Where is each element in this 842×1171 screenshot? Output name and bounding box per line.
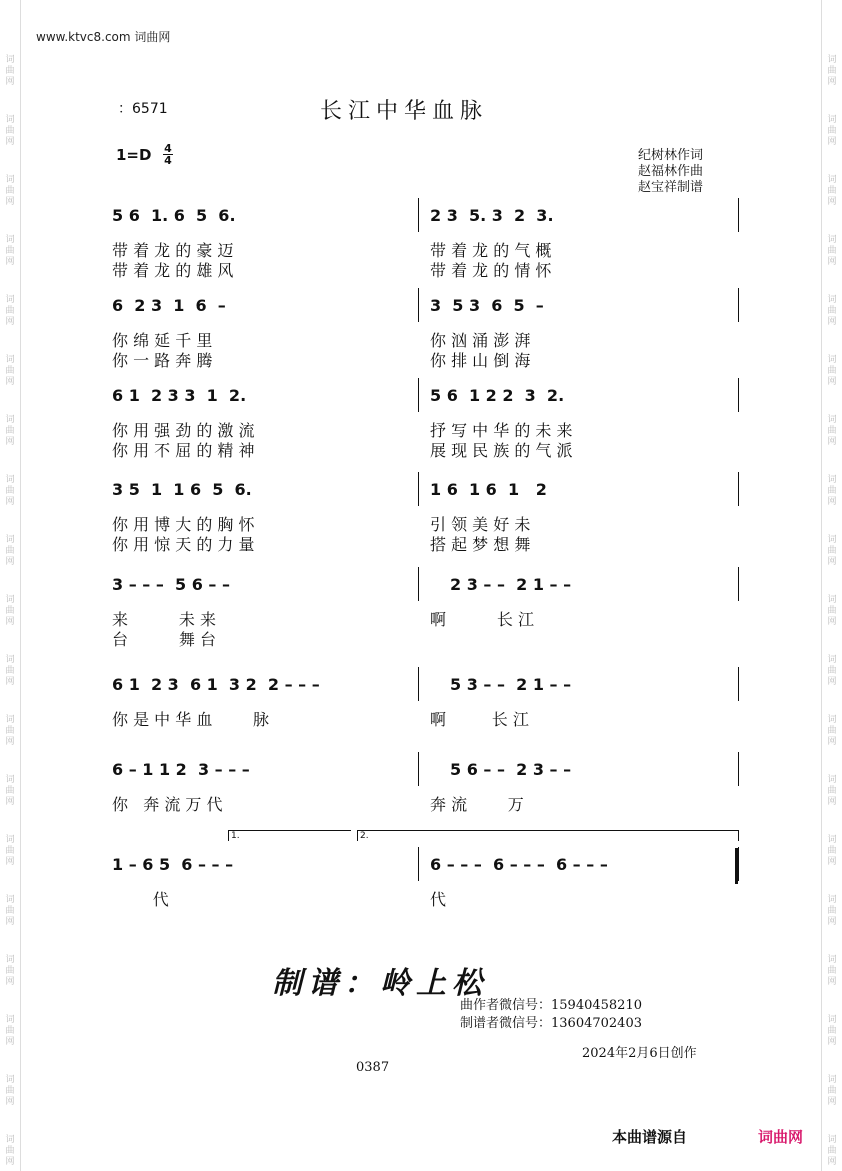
row-notes-a: 6 2 3 1 6 –: [112, 296, 226, 315]
arranger-wechat: 制谱者微信号：13604702403: [460, 1016, 642, 1031]
row-notes-b: 1 6 1 6 1 2: [430, 480, 547, 499]
side-watermark: 词曲网: [5, 415, 15, 447]
row-lyric1-a: 你 奔 流 万 代: [112, 795, 223, 814]
bar-line: [418, 667, 419, 701]
side-watermark: 词曲网: [827, 55, 837, 87]
row-notes-b: 2 3 – – 2 1 – –: [450, 575, 572, 594]
side-watermark: 词曲网: [827, 115, 837, 147]
first-ending-label: 1.: [231, 831, 240, 841]
row-notes-a: 1 – 6 5 6 – – –: [112, 855, 234, 874]
side-watermark: 词曲网: [827, 355, 837, 387]
bar-line: [418, 288, 419, 322]
side-watermark: 词曲网: [827, 835, 837, 867]
side-watermark: 词曲网: [827, 535, 837, 567]
row-lyric1-b: 你 汹 涌 澎 湃: [430, 331, 531, 350]
bar-line: [418, 847, 419, 881]
side-watermark: 词曲网: [5, 475, 15, 507]
side-watermark: 词曲网: [5, 535, 15, 567]
bar-line: [738, 752, 739, 786]
side-watermark: 词曲网: [5, 835, 15, 867]
row-lyric1-b: 代: [430, 890, 447, 909]
side-watermark: 词曲网: [5, 295, 15, 327]
row-notes-b: 3 5 3 6 5 –: [430, 296, 544, 315]
side-watermark: 词曲网: [827, 1135, 837, 1167]
row-notes-b: 5 3 – – 2 1 – –: [450, 675, 572, 694]
row-lyric1-a: 你 是 中 华 血 脉: [112, 710, 270, 729]
row-lyric1-a: 代: [112, 890, 169, 909]
side-watermark: 词曲网: [827, 175, 837, 207]
row-notes-a: 6 – 1 1 2 3 – – –: [112, 760, 250, 779]
row-lyric2-a: 带 着 龙 的 雄 风: [112, 261, 234, 280]
time-signature-top: 4: [164, 142, 172, 155]
side-watermark: 词曲网: [5, 775, 15, 807]
site-header[interactable]: www.ktvc8.com 词曲网: [36, 30, 171, 44]
bar-line: [418, 752, 419, 786]
row-notes-a: 6 1 2 3 6 1 3 2 2 – – –: [112, 675, 320, 694]
row-notes-b: 6 – – – 6 – – – 6 – – –: [430, 855, 608, 874]
song-title: 长江中华血脉: [320, 99, 489, 124]
catalog-number: ：6571: [118, 101, 168, 117]
row-notes-a: 5 6 1. 6 5 6.: [112, 206, 236, 225]
side-watermark: 词曲网: [827, 655, 837, 687]
row-lyric1-b: 抒 写 中 华 的 未 来: [430, 421, 573, 440]
side-watermark: 词曲网: [5, 895, 15, 927]
composer-credit: 赵福林作曲: [638, 164, 704, 179]
final-barline: [735, 848, 738, 884]
second-ending-label: 2.: [360, 831, 369, 841]
row-notes-b: 2 3 5. 3 2 3.: [430, 206, 554, 225]
row-lyric1-a: 你 用 博 大 的 胸 怀: [112, 515, 255, 534]
bar-line: [738, 847, 739, 881]
row-notes-b: 5 6 1 2 2 3 2.: [430, 386, 565, 405]
side-watermark: 词曲网: [5, 175, 15, 207]
side-watermark: 词曲网: [827, 1015, 837, 1047]
row-lyric1-a: 来 未 来: [112, 610, 216, 629]
side-watermark: 词曲网: [827, 235, 837, 267]
row-lyric2-a: 你 用 不 屈 的 精 神: [112, 441, 255, 460]
row-lyric1-b: 啊 长 江: [430, 610, 534, 629]
row-notes-b: 5 6 – – 2 3 – –: [450, 760, 572, 779]
row-lyric2-a: 台 舞 台: [112, 630, 216, 649]
row-lyric2-b: 搭 起 梦 想 舞: [430, 535, 531, 554]
row-notes-a: 3 – – – 5 6 – –: [112, 575, 230, 594]
bar-line: [738, 567, 739, 601]
side-watermark: 词曲网: [5, 355, 15, 387]
credits: [638, 148, 703, 196]
row-lyric2-a: 你 一 路 奔 腾: [112, 351, 213, 370]
bar-line: [738, 667, 739, 701]
side-watermark: 词曲网: [5, 595, 15, 627]
arranger-signature: 制谱：岭上松: [272, 966, 488, 1001]
row-lyric2-b: 你 排 山 倒 海: [430, 351, 531, 370]
row-lyric1-b: 带 着 龙 的 气 概: [430, 241, 552, 260]
side-watermark: 词曲网: [5, 655, 15, 687]
bar-line: [738, 472, 739, 506]
time-signature: [163, 143, 173, 166]
row-lyric2-b: 带 着 龙 的 情 怀: [430, 261, 552, 280]
side-watermark: 词曲网: [827, 775, 837, 807]
side-watermark: 词曲网: [827, 295, 837, 327]
side-watermark: 词曲网: [5, 715, 15, 747]
side-watermark: 词曲网: [827, 955, 837, 987]
row-notes-a: 6 1 2 3 3 1 2.: [112, 386, 247, 405]
row-lyric1-b: 引 领 美 好 未: [430, 515, 531, 534]
source-label: 本曲谱源自: [612, 1128, 688, 1146]
page-number: 0387: [356, 1060, 390, 1075]
row-lyric1-a: 带 着 龙 的 豪 迈: [112, 241, 234, 260]
side-watermark: 词曲网: [5, 1015, 15, 1047]
side-watermark: 词曲网: [5, 55, 15, 87]
bar-line: [418, 198, 419, 232]
bar-line: [418, 472, 419, 506]
row-lyric2-a: 你 用 惊 天 的 力 量: [112, 535, 255, 554]
side-watermark: 词曲网: [5, 1135, 15, 1167]
side-watermark: 词曲网: [5, 955, 15, 987]
side-watermark: 词曲网: [5, 235, 15, 267]
bar-line: [738, 378, 739, 412]
row-lyric1-a: 你 用 强 劲 的 激 流: [112, 421, 255, 440]
lyricist-credit: 纪树林作词: [638, 148, 704, 163]
bar-line: [738, 198, 739, 232]
side-watermark: 词曲网: [5, 115, 15, 147]
second-ending-bracket: [357, 830, 739, 841]
row-notes-a: 3 5 1 1 6 5 6.: [112, 480, 252, 499]
bar-line: [418, 567, 419, 601]
side-watermark: 词曲网: [827, 415, 837, 447]
row-lyric1-b: 啊 长 江: [430, 710, 529, 729]
bar-line: [418, 378, 419, 412]
side-watermark: 词曲网: [827, 595, 837, 627]
row-lyric1-b: 奔 流 万: [430, 795, 524, 814]
side-watermark: 词曲网: [827, 895, 837, 927]
bar-line: [738, 288, 739, 322]
arranger-credit: 赵宝祥制谱: [638, 180, 704, 195]
created-date: 2024年2月6日创作: [582, 1046, 697, 1061]
source-logo[interactable]: 词曲网: [758, 1128, 804, 1146]
row-lyric1-a: 你 绵 延 千 里: [112, 331, 213, 350]
time-signature-bottom: 4: [164, 154, 172, 167]
key-signature: 1=D: [116, 146, 152, 164]
row-lyric2-b: 展 现 民 族 的 气 派: [430, 441, 573, 460]
side-watermark: 词曲网: [827, 475, 837, 507]
composer-wechat: 曲作者微信号：15940458210: [460, 998, 642, 1013]
first-ending-bracket: [228, 830, 351, 841]
side-watermark: 词曲网: [827, 1075, 837, 1107]
side-watermark: 词曲网: [827, 715, 837, 747]
side-watermark: 词曲网: [5, 1075, 15, 1107]
